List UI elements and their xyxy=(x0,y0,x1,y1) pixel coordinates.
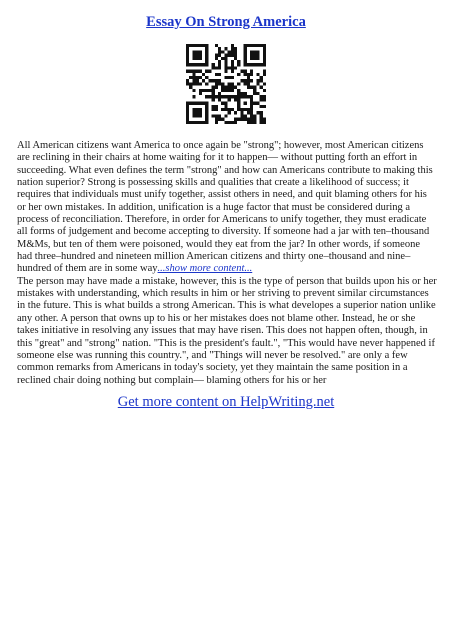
page-title[interactable]: Essay On Strong America xyxy=(146,14,306,30)
essay-paragraph-1-text: All American citizens want America to once again be "strong"; however, most American citizens are reclining in their chairs at home waiting for it to happen— without putting forth an effort in succeeding. What even defines the term "strong" and how can Americans contribute to making this nation superior? Strong is possessing skills and qualities that create a likelihood of success; it requires that individuals must unify together, assist others in need, and quit blaming others for his or her own mistakes. In addition, unification is a huge factor that must be considered during a process of reconciliation. Therefore, in order for Americans to unify together, they must eradicate all forms of judgement and become accepting to diversity. If someone had a jar with ten–thousand M&Ms, but ten of them were poisoned, would they eat from the jar? In other words, if someone had three–hundred and nineteen million American citizens and thirty one–thousand and nine–hundred of them are in some way xyxy=(17,140,433,275)
get-more-content-link[interactable]: Get more content on HelpWriting.net xyxy=(117,394,335,410)
qr-code-icon xyxy=(186,44,266,124)
show-more-link[interactable]: ...show more content... xyxy=(157,263,253,275)
essay-paragraph-1 xyxy=(17,140,437,276)
essay-paragraph-2: The person may have made a mistake, however, this is the type of person that builds upon his or her mistakes with understanding, which results in him or her striving to prevent similar circumstances in the future. This is what builds a strong American. This is what developes a superior nation unlike any other. A person that owns up to his or her mistakes does not blame other. Instead, he or she takes initiative in resolving any issues that may have risen. This does not happen often, though, in this "great" and "strong" nation. "This is the president's fault.", "This would have never happened if someone else was running this country.", and "Things will never be resolved." are only a few common remarks from Americans in today's society, yet they maintain the same position in a reclined chair doing nothing but complain— blaming others for his or her xyxy=(17,275,437,386)
essay-body xyxy=(17,140,437,387)
